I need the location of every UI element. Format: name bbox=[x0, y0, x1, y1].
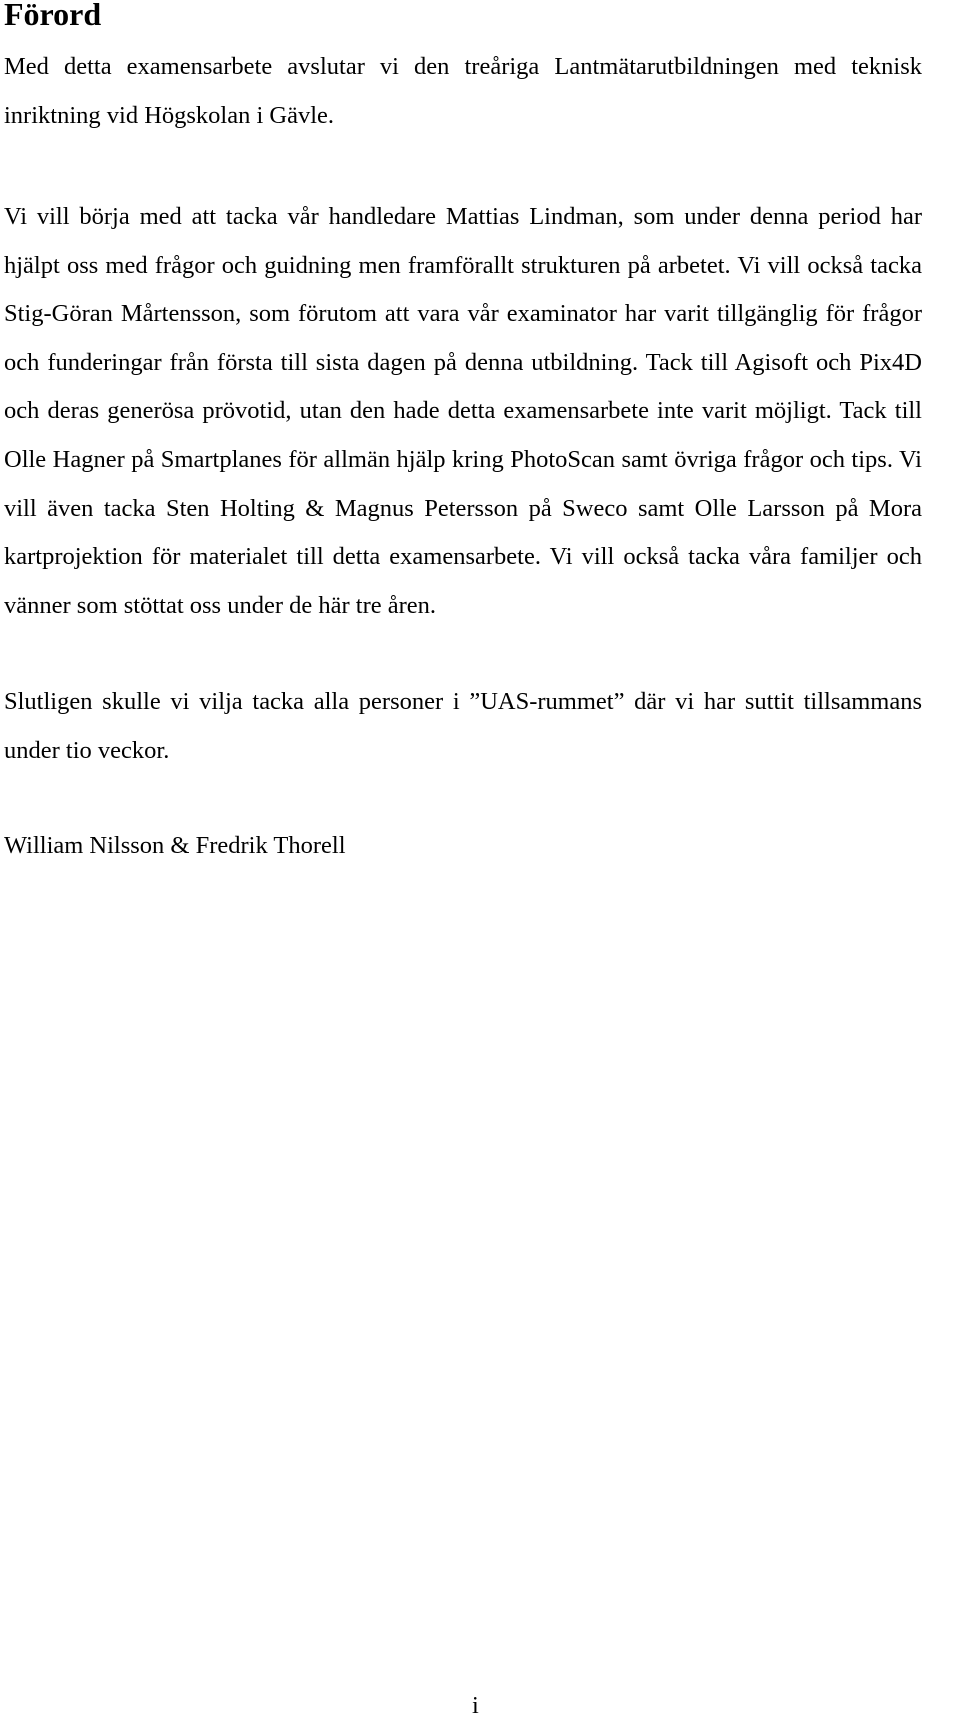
paragraph-closing: Slutligen skulle vi vilja tacka alla personer i ”UAS-rummet” där vi har suttit tillsammans under tio veckor. bbox=[4, 688, 922, 764]
paragraph-intro: Med detta examensarbete avslutar vi den treåriga Lantmätarutbildningen med teknisk inriktning vid Högskolan i Gävle. bbox=[4, 53, 922, 129]
page-number: i bbox=[472, 1692, 479, 1719]
author-signature: William Nilsson & Fredrik Thorell bbox=[4, 832, 346, 859]
paragraph-acknowledgements: Vi vill börja med att tacka vår handledare Mattias Lindman, som under denna period har hjälpt oss med frågor och guidning men framförallt strukturen på arbetet. Vi vill också tacka Stig-Göran Mårtensson, som förutom att vara vår examinator har varit tillgänglig för frågor och funderingar från första till sista dagen på denna utbildning. Tack till Agisoft och Pix4D och deras generösa prövotid, utan den hade detta examensarbete inte varit möjligt. Tack till Olle Hagner på Smartplanes för allmän hjälp kring PhotoScan samt övriga frågor och tips. Vi vill även tacka Sten Holting & Magnus Petersson på Sweco samt Olle Larsson på Mora kartprojektion för materialet till detta examensarbete. Vi vill också tacka våra familjer och vänner som stöttat oss under de här tre åren. bbox=[4, 203, 922, 619]
page-title: Förord bbox=[4, 0, 102, 32]
